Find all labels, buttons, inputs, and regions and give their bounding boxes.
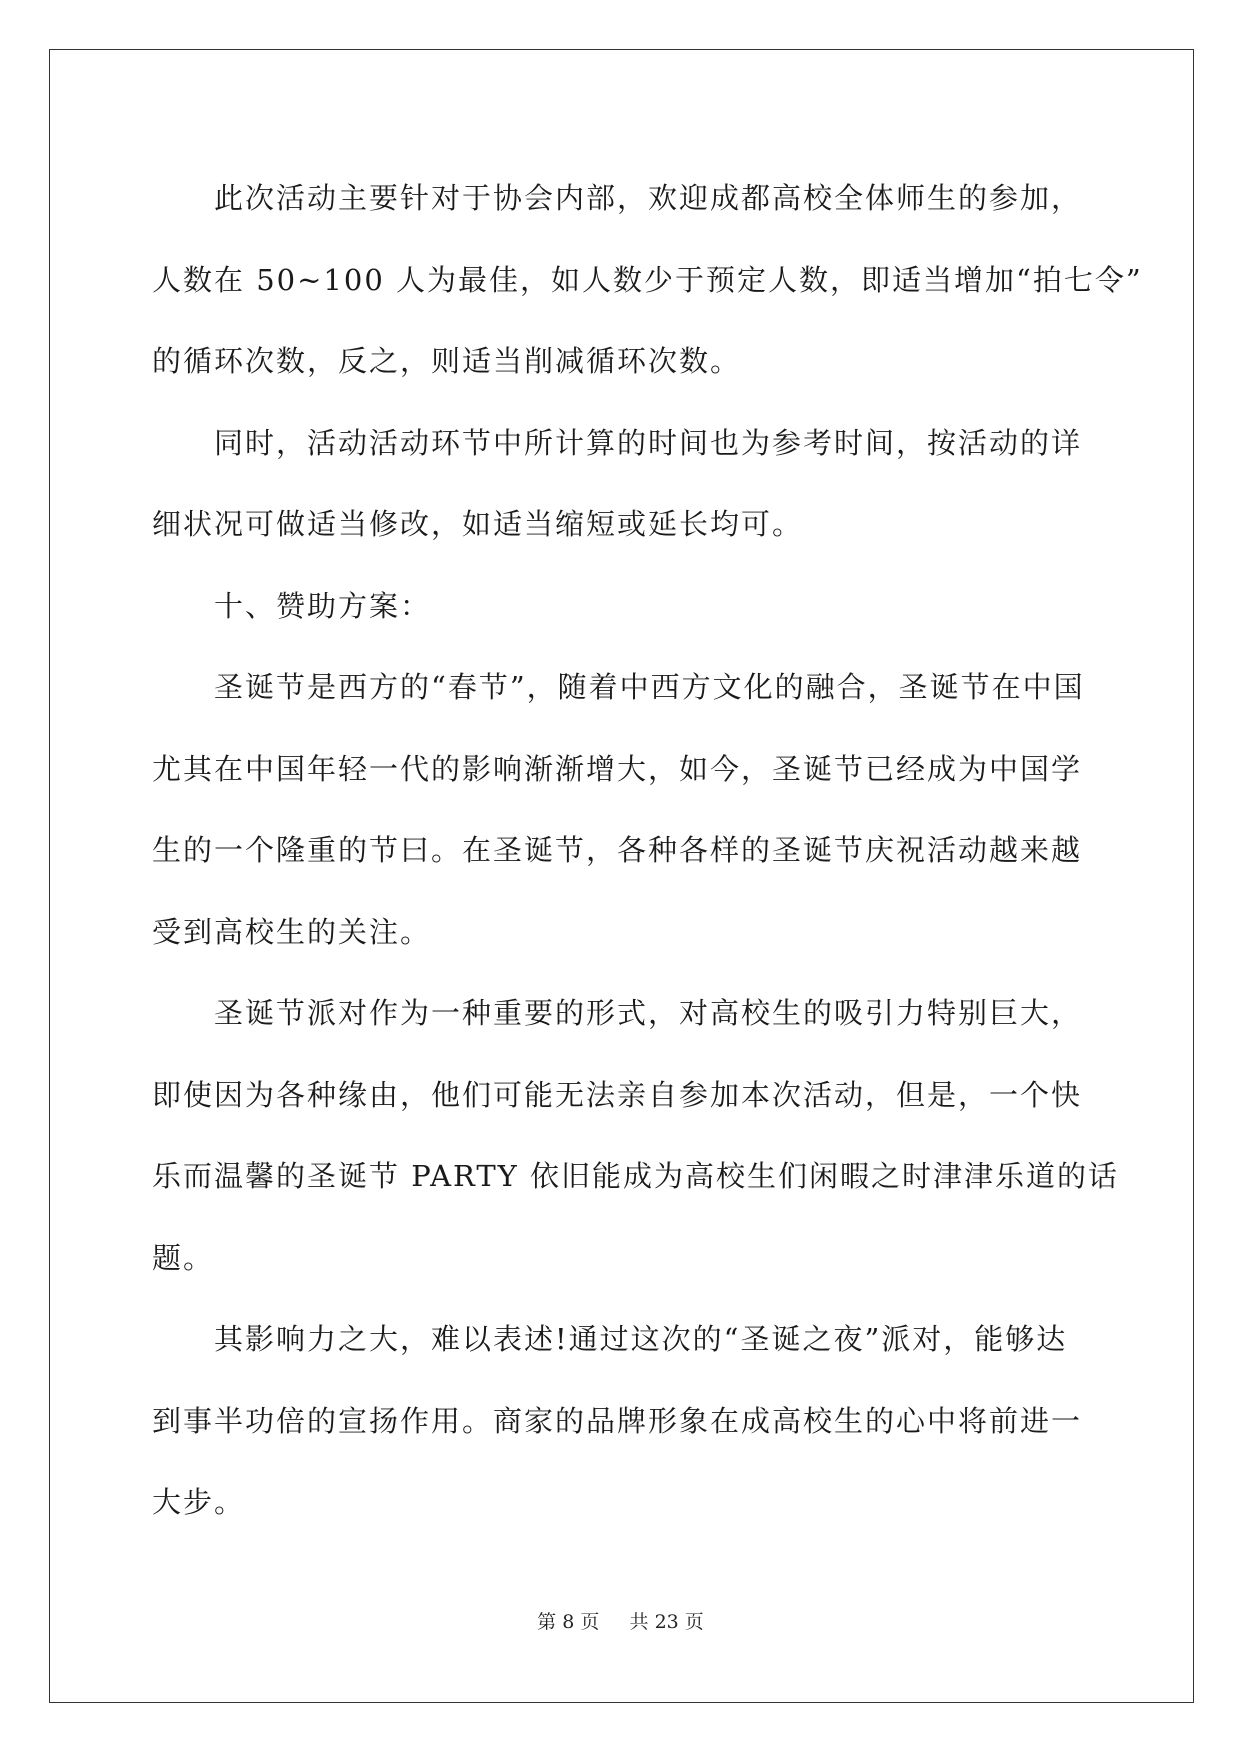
paragraph-1-line-3: 的循环次数，反之，则适当削减循环次数。 (152, 344, 742, 378)
paragraph-5-line-4: 题。 (152, 1240, 215, 1275)
paragraph-6-line-2: 到事半功倍的宣扬作用。商家的品牌形象在成高校生的心中将前进一 (152, 1403, 1083, 1438)
page-number: 第 8 页 (537, 1611, 600, 1633)
total-pages: 共 23 页 (629, 1611, 704, 1633)
paragraph-2-line-2: 细状况可做适当修改，如适当缩短或延长均可。 (152, 507, 804, 541)
paragraph-5-line-3: 乐而温馨的圣诞节 PARTY 依旧能成为高校生们闲暇之时津津乐道的话 (152, 1159, 1120, 1193)
paragraph-4-line-2: 尤其在中国年轻一代的影响渐渐增大，如今，圣诞节已经成为中国学 (152, 751, 1083, 786)
paragraph-5-line-1: 圣诞节派对作为一种重要的形式，对高校生的吸引力特别巨大， (214, 996, 1083, 1030)
paragraph-4-line-4: 受到高校生的关注。 (152, 914, 432, 949)
paragraph-6-line-3: 大步。 (152, 1485, 246, 1519)
paragraph-4-line-3: 生的一个隆重的节曰。在圣诞节，各种各样的圣诞节庆祝活动越来越 (152, 833, 1083, 867)
paragraph-6-line-1: 其影响力之大，难以表述!通过这次的“圣诞之夜”派对，能够达 (214, 1322, 1068, 1356)
page-footer (0, 1607, 1241, 1634)
paragraph-4-line-1: 圣诞节是西方的“春节”，随着中西方文化的融合，圣诞节在中国 (214, 670, 1085, 704)
paragraph-1-line-1: 此次活动主要针对于协会内部，欢迎成都高校全体师生的参加， (214, 181, 1083, 215)
document-body (152, 158, 1143, 1544)
paragraph-2-line-1: 同时，活动活动环节中所计算的时间也为参考时间，按活动的详 (214, 425, 1083, 460)
paragraph-5-line-2: 即使因为各种缘由，他们可能无法亲自参加本次活动，但是，一个快 (152, 1077, 1083, 1112)
paragraph-1-line-2: 人数在 50~100 人为最佳，如人数少于预定人数，即适当增加“拍七令” (152, 262, 1143, 297)
section-heading: 十、赞助方案： (214, 588, 432, 623)
